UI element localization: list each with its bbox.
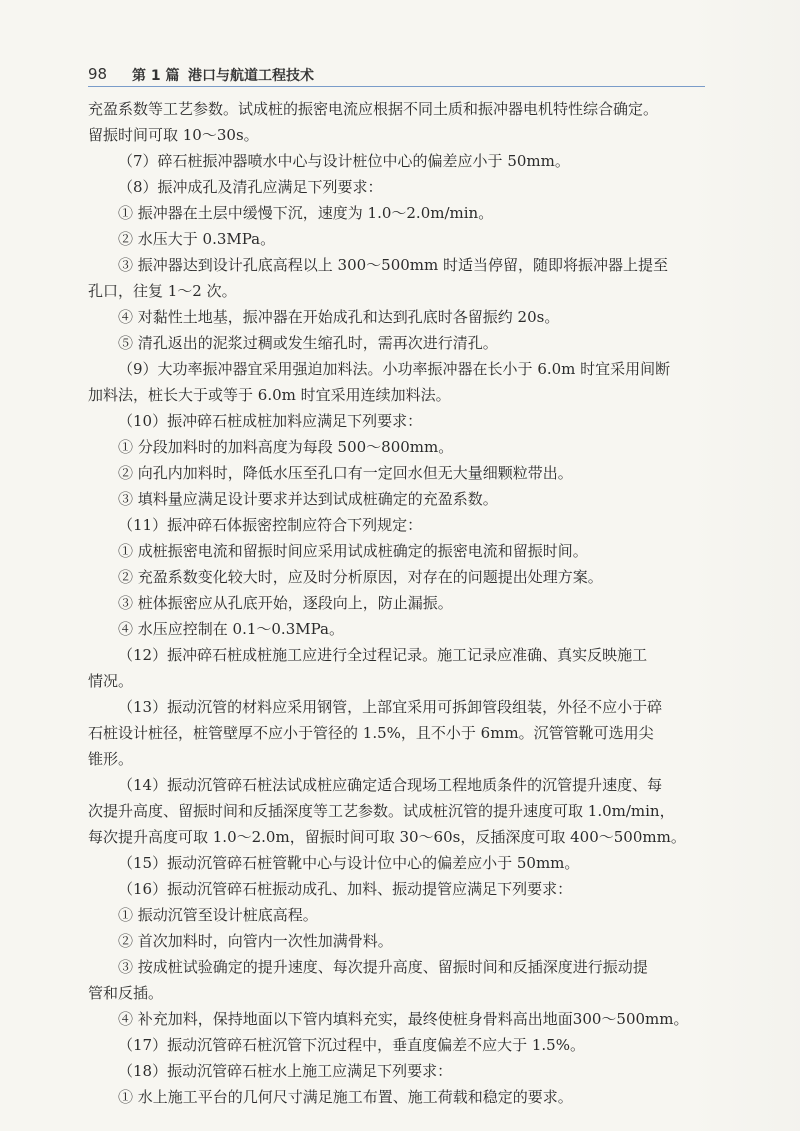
line: ④ 补充加料，保持地面以下管内填料充实，最终使桩身骨料高出地面300～500mm。 <box>118 1010 689 1028</box>
line: （17）振动沉管碎石桩沉管下沉过程中，垂直度偏差不应大于 1.5%。 <box>118 1036 585 1054</box>
part-label: 第 1 篇 <box>132 68 180 84</box>
line: ① 振冲器在土层中缓慢下沉，速度为 1.0～2.0m/min。 <box>118 204 494 222</box>
line: （14）振动沉管碎石桩法试成桩应确定适合现场工程地质条件的沉管提升速度、每 <box>118 776 663 794</box>
line: （12）振冲碎石桩成桩施工应进行全过程记录。施工记录应准确、真实反映施工 <box>118 646 648 664</box>
header-rule <box>88 86 705 87</box>
running-header <box>88 63 705 85</box>
line: ① 分段加料时的加料高度为每段 500～800mm。 <box>118 438 454 456</box>
line: ② 水压大于 0.3MPa。 <box>118 230 276 248</box>
line: ④ 水压应控制在 0.1～0.3MPa。 <box>118 620 344 638</box>
line: （15）振动沉管碎石桩管靴中心与设计位中心的偏差应小于 50mm。 <box>118 854 580 872</box>
line: （13）振动沉管的材料应采用钢管，上部宜采用可拆卸管段组装，外径不应小于碎 <box>118 698 663 716</box>
line: （8）振冲成孔及清孔应满足下列要求： <box>118 178 383 196</box>
line: ③ 桩体振密应从孔底开始，逐段向上，防止漏振。 <box>118 594 453 612</box>
line: 次提升高度、留振时间和反插深度等工艺参数。试成桩沉管的提升速度可取 1.0m/min， <box>88 802 675 820</box>
line: 锥形。 <box>88 750 134 768</box>
line: 孔口，往复 1～2 次。 <box>88 282 237 300</box>
part-title: 港口与航道工程技术 <box>188 68 314 84</box>
line: ① 成桩振密电流和留振时间应采用试成桩确定的振密电流和留振时间。 <box>118 542 588 560</box>
line: ③ 振冲器达到设计孔底高程以上 300～500mm 时适当停留，随即将振冲器上提至 <box>118 256 669 274</box>
line: ③ 填料量应满足设计要求并达到试成桩确定的充盈系数。 <box>118 490 498 508</box>
line: （11）振冲碎石体振密控制应符合下列规定： <box>118 516 423 534</box>
line: ② 充盈系数变化较大时，应及时分析原因，对存在的问题提出处理方案。 <box>118 568 603 586</box>
line: 石桩设计桩径，桩管壁厚不应小于管径的 1.5%，且不小于 6mm。沉管管靴可选用尖 <box>88 724 654 742</box>
line: ② 向孔内加料时，降低水压至孔口有一定回水但无大量细颗粒带出。 <box>118 464 573 482</box>
line: ④ 对黏性土地基，振冲器在开始成孔和达到孔底时各留振约 20s。 <box>118 308 560 326</box>
body-text <box>88 96 708 1110</box>
line: 充盈系数等工艺参数。试成桩的振密电流应根据不同土质和振冲器电机特性综合确定。 <box>88 100 659 118</box>
line: （16）振动沉管碎石桩振动成孔、加料、振动提管应满足下列要求： <box>118 880 573 898</box>
line: （9）大功率振冲器宜采用强迫加料法。小功率振冲器在长小于 6.0m 时宜采用间断 <box>118 360 671 378</box>
line: 管和反插。 <box>88 984 164 1002</box>
line: （10）振冲碎石桩成桩加料应满足下列要求： <box>118 412 423 430</box>
line: ① 振动沉管至设计桩底高程。 <box>118 906 318 924</box>
line: 每次提升高度可取 1.0～2.0m，留振时间可取 30～60s，反插深度可取 400～500mm。 <box>88 828 686 846</box>
line: （18）振动沉管碎石桩水上施工应满足下列要求： <box>118 1062 453 1080</box>
line: 留振时间可取 10～30s。 <box>88 126 259 144</box>
line: 情况。 <box>88 672 134 690</box>
line: ③ 按成桩试验确定的提升速度、每次提升高度、留振时间和反插深度进行振动提 <box>118 958 648 976</box>
line: ⑤ 清孔返出的泥浆过稠或发生缩孔时，需再次进行清孔。 <box>118 334 498 352</box>
line: （7）碎石桩振冲器喷水中心与设计桩位中心的偏差应小于 50mm。 <box>118 152 570 170</box>
line: 加料法，桩长大于或等于 6.0m 时宜采用连续加料法。 <box>88 386 451 404</box>
line: ① 水上施工平台的几何尺寸满足施工布置、施工荷载和稳定的要求。 <box>118 1088 573 1106</box>
line: ② 首次加料时，向管内一次性加满骨料。 <box>118 932 393 950</box>
page-number: 98 <box>88 65 108 83</box>
